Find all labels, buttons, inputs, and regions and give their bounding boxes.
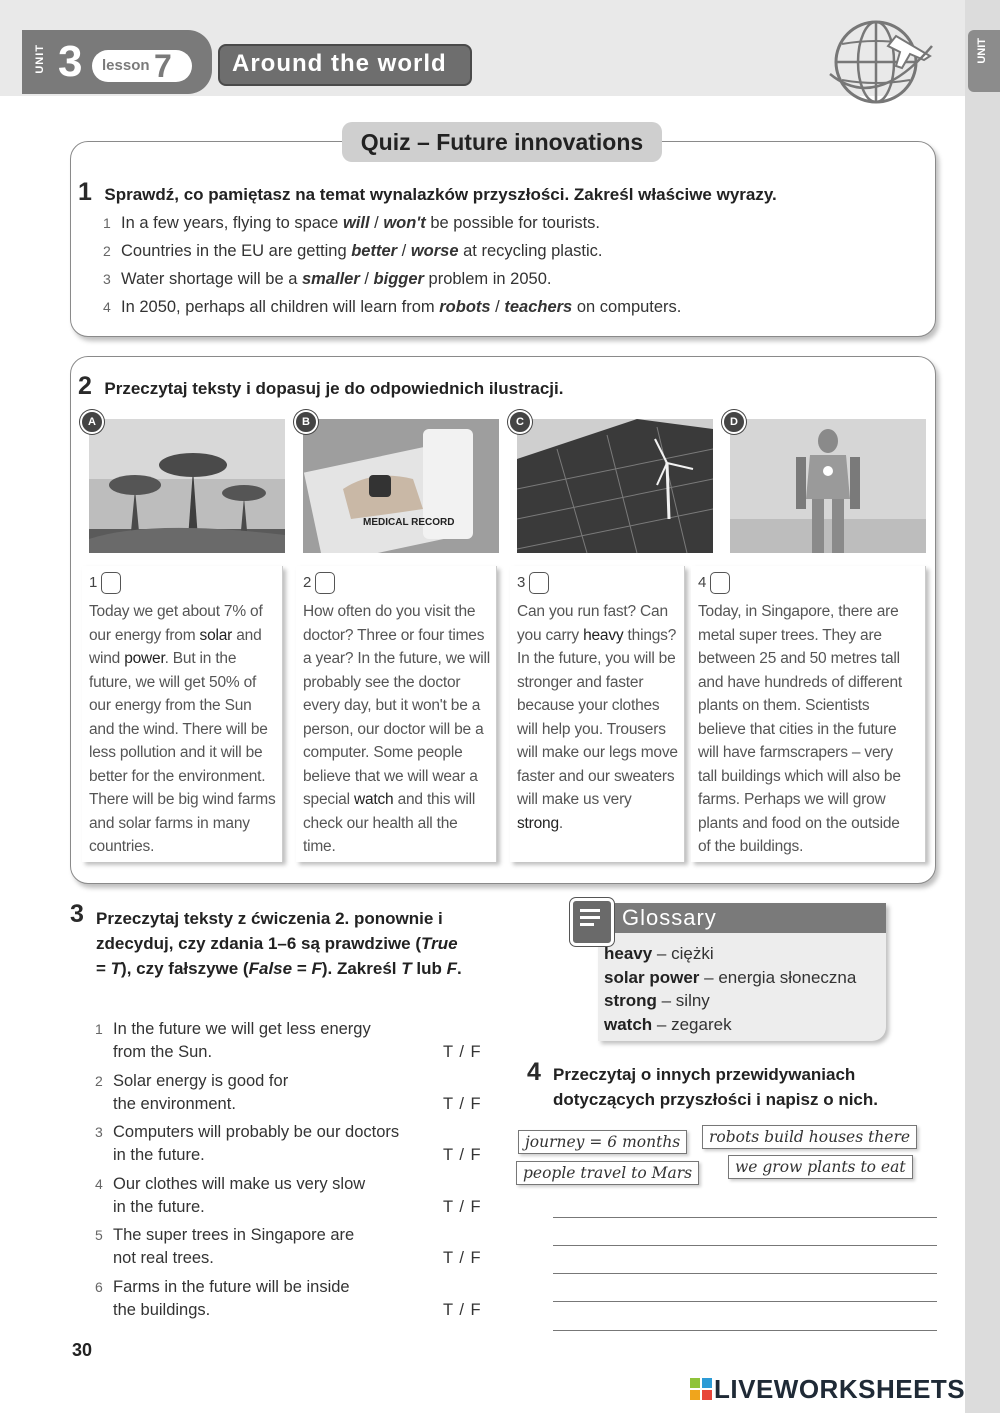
card-text: Today we get about 7% of our energy from solar and wind power. But in the future, we will get 50% of our energy from the Sun and the wind. There will be less pollution and it will be better for the environment. There will be big wind farms and solar farms in many countries. (89, 603, 276, 855)
answer-box[interactable] (710, 572, 730, 594)
answer-box[interactable] (315, 572, 335, 594)
photo-super-trees (89, 419, 285, 553)
ex3-list (95, 1018, 495, 1327)
photo-letter-badge: C (508, 410, 532, 434)
writing-line[interactable] (553, 1245, 937, 1246)
true-false-choice[interactable]: T / F (443, 1094, 482, 1113)
prompt-box: journey = 6 months (518, 1130, 687, 1154)
choice-option[interactable]: teachers (504, 298, 573, 316)
exercise-number: 3 (70, 900, 84, 928)
page-edge-strip (965, 0, 1000, 1413)
answer-box[interactable] (529, 572, 549, 594)
card-text: How often do you visit the doctor? Three or four times a year? In the future, we will probably see the doctor every day, but it won't be a person, our doctor will be a computer. Some people believe that we will wear a special watch and this will check our health all the time. (303, 603, 490, 855)
exercise-instruction: Sprawdź, co pamiętasz na temat wynalazków przyszłości. Zakreśl właściwe wyrazy. (104, 185, 777, 204)
glossary-book-icon (570, 898, 614, 946)
photo-letter-badge: B (294, 410, 318, 434)
tf-item: 3 Computers will probably be our doctors in the future. T / F (95, 1121, 495, 1173)
glossary-list (604, 942, 856, 1036)
lesson-label: lesson (102, 57, 150, 74)
text-card-4: 4 Today, in Singapore, there are metal super trees. They are between 25 and 50 metres tall and have hundreds of different plants on them. Scientists believe that cities in the future will have farmscrapers – very tall buildings which will also be farms. Perhaps we will grow plants and food on the outside of the buildings. (691, 566, 926, 862)
text-card-3: 3 Can you run fast? Can you carry heavy things? In the future, you will be stronger and faster because your clothes will help you. Trousers will make our legs move faster and our sweaters will make us very strong. (510, 566, 685, 862)
exercise-number: 2 (78, 372, 92, 400)
exercise-2-heading (78, 372, 563, 401)
photo-smart-watch (303, 419, 499, 553)
true-false-choice[interactable]: T / F (443, 1197, 482, 1216)
quiz-title-box (342, 122, 662, 162)
side-unit-tab: UNIT (968, 30, 1000, 92)
true-false-choice[interactable]: T / F (443, 1249, 482, 1267)
liveworksheets-icon (690, 1378, 712, 1400)
tf-item: 2 Solar energy is good for the environment. T / F (95, 1070, 495, 1122)
glossary-entry: heavy – ciężki (604, 944, 714, 963)
choice-option[interactable]: bigger (373, 270, 424, 288)
answer-box[interactable] (101, 572, 121, 594)
ex1-list (103, 214, 681, 326)
quiz-title: Quiz – Future innovations (360, 129, 644, 155)
true-false-choice[interactable]: T / F (443, 1300, 482, 1319)
lesson-title-box (218, 44, 472, 86)
card-text: Today, in Singapore, there are metal super trees. They are between 25 and 50 metres tall and have hundreds of different plants on them. Scientists believe that cities in the future will have farmscrapers – very tall buildings which will also be farms. Perhaps we will grow plants and food on the outside of the buildings. (698, 603, 902, 855)
exercise-instruction: Przeczytaj teksty z ćwiczenia 2. ponownie i zdecyduj, czy zdania 1–6 są prawdziwe (True = T), czy fałszywe (False = F). Zakreśl T lub F. (96, 909, 462, 978)
lesson-title: Around the world (232, 50, 447, 77)
tf-item: 4 Our clothes will make us very slow in the future. T / F (95, 1173, 495, 1225)
exercise-4-heading (527, 1058, 878, 1112)
photo-letter-badge: A (80, 410, 104, 434)
lesson-number: 7 (154, 48, 172, 84)
photo-robot (730, 419, 926, 553)
liveworksheets-logo (690, 1374, 965, 1405)
card-text: Can you run fast? Can you carry heavy things? In the future, you will be stronger and faster because your clothes will help you. Trousers will make our legs move faster and our sweaters will make us very strong. (517, 603, 678, 832)
glossary-header (598, 903, 886, 933)
exercise-number: 4 (527, 1058, 541, 1086)
tf-item: 6 Farms in the future will be inside the buildings. T / F (95, 1276, 495, 1328)
photo-letter-badge: D (722, 410, 746, 434)
choice-option[interactable]: robots (439, 298, 491, 316)
lesson-pill (92, 50, 192, 82)
choice-option[interactable]: worse (410, 242, 459, 260)
photo-solar-wind (517, 419, 713, 553)
exercise-instruction-line: Przeczytaj o innych przewidywaniach (553, 1065, 856, 1084)
brand-name: LIVEWORKSHEETS (714, 1374, 966, 1404)
choice-option[interactable]: better (351, 242, 398, 260)
exercise-1-heading (78, 178, 777, 207)
glossary-title: Glossary (622, 905, 717, 930)
text-card-1: 1 Today we get about 7% of our energy from solar and wind power. But in the future, we will get 50% of our energy from the Sun and the wind. There will be less pollution and it will be better for the environment. There will be big wind farms and solar farms in many countries. (82, 566, 283, 862)
tf-item: 1 In the future we will get less energy from the Sun. T / F (95, 1018, 495, 1070)
ex1-item: 2 Countries in the EU are getting better / worse at recycling plastic. (103, 242, 603, 260)
ex1-item: 4 In 2050, perhaps all children will learn from robots / teachers on computers. (103, 298, 682, 316)
tf-item: 5 The super trees in Singapore are not real trees. T / F (95, 1224, 495, 1276)
exercise-number: 1 (78, 178, 92, 206)
ex1-item: 1 In a few years, flying to space will / won't be possible for tourists. (103, 214, 600, 232)
prompt-box: we grow plants to eat (728, 1155, 913, 1179)
exercise-3-heading (70, 900, 470, 981)
exercise-instruction-line: dotyczących przyszłości i napisz o nich. (553, 1090, 878, 1109)
true-false-choice[interactable]: T / F (443, 1043, 482, 1061)
glossary-entry: strong – silny (604, 991, 710, 1010)
exercise-instruction: Przeczytaj teksty i dopasuj je do odpowiednich ilustracji. (104, 379, 564, 398)
prompt-box: robots build houses there (702, 1125, 917, 1149)
writing-line[interactable] (553, 1217, 937, 1218)
glossary-entry: watch – zegarek (604, 1014, 732, 1034)
ex1-item: 3 Water shortage will be a smaller / bigger problem in 2050. (103, 270, 552, 288)
unit-label: UNIT (34, 44, 46, 74)
unit-number: 3 (58, 37, 83, 86)
glossary-entry: solar power – energia słoneczna (604, 967, 857, 987)
writing-line[interactable] (553, 1330, 937, 1331)
true-false-choice[interactable]: T / F (443, 1146, 482, 1164)
globe-plane-icon (826, 16, 936, 108)
text-card-2: 2 How often do you visit the doctor? Three or four times a year? In the future, we will probably see the doctor every day, but it won't be a person, our doctor will be a computer. Some people believe that we will wear a special watch and this will check our health all the time. (296, 566, 497, 862)
page-number: 30 (72, 1340, 93, 1360)
prompt-box: people travel to Mars (516, 1161, 699, 1185)
choice-option[interactable]: will (342, 214, 370, 232)
choice-option[interactable]: smaller (301, 270, 360, 288)
photo-caption: MEDICAL RECORD (363, 517, 455, 528)
choice-option[interactable]: won't (383, 214, 426, 232)
writing-line[interactable] (553, 1301, 937, 1302)
writing-line[interactable] (553, 1273, 937, 1274)
